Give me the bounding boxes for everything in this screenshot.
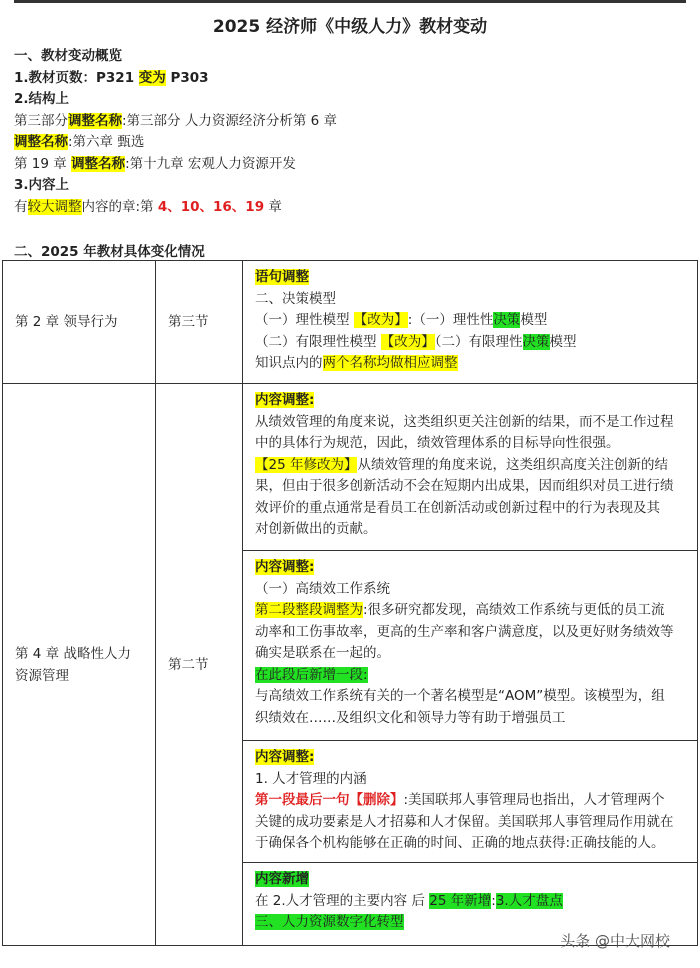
text-segment: 第一段最后一句【删除】 <box>255 792 404 808</box>
text-segment: 【改为】 <box>353 312 408 328</box>
text-line <box>255 353 687 375</box>
text-segment: 3.人才盘点 <box>495 892 563 909</box>
text-segment: 2.结构上 <box>14 91 70 107</box>
text-segment: 调整名称 <box>14 134 68 150</box>
text-segment: 【25 年修改为】 <box>255 456 358 473</box>
text-line <box>255 747 687 769</box>
text-line <box>255 455 687 477</box>
text-segment: 决策 <box>493 312 521 328</box>
text-segment: 于确保各个机构能够在正确的时间、正确的地点获得:正确技能的人。 <box>255 835 665 851</box>
text-line <box>255 332 687 354</box>
chapter-cell <box>3 384 156 946</box>
text-line <box>14 132 337 154</box>
text-segment: 变为 <box>138 69 166 86</box>
text-segment: 决策 <box>522 333 550 350</box>
text-segment: 两个名称均做相应调整 <box>322 355 458 371</box>
table-row <box>3 384 698 551</box>
text-segment: 语句调整 <box>255 269 309 285</box>
text-segment: 内容的章:第 <box>81 198 158 215</box>
section2-heading: 二、2025 年教材具体变化情况 <box>14 244 205 260</box>
text-line <box>14 154 337 176</box>
overview-heading: 一、教材变动概览 <box>14 48 122 64</box>
text-line <box>255 708 687 730</box>
text-segment: （二）有限理性 <box>434 333 523 350</box>
text-line <box>14 89 337 111</box>
chapter-cell-text: 第 4 章 战略性人力资源管理 <box>15 645 131 684</box>
text-line <box>255 769 687 791</box>
text-segment: :第三部分 人力资源经济分析第 6 章 <box>122 112 338 129</box>
text-segment: 【改为】 <box>380 333 435 350</box>
text-segment: （二）有限理性模型 <box>255 333 381 350</box>
text-segment: 中的具体行为规范，因此，绩效管理体系的目标导向性很强。 <box>255 435 620 451</box>
text-segment: 对创新做出的贡献。 <box>255 521 377 537</box>
text-line <box>255 869 687 891</box>
text-line <box>255 557 687 579</box>
text-segment: 果，但由于很多创新活动不会在短期内出成果，因而组织对员工进行绩 <box>255 478 674 494</box>
text-line <box>14 197 337 219</box>
text-segment: 与高绩效工作系统有关的一个著名模型是“AOM”模型。该模型为，组 <box>255 688 665 704</box>
text-line <box>14 111 337 133</box>
text-segment: 织绩效在……及组织文化和领导力等有助于增强员工 <box>255 709 566 726</box>
text-line <box>255 665 687 687</box>
text-segment: 第三部分 <box>14 112 68 129</box>
text-segment: :（一）理性性 <box>407 312 494 328</box>
text-segment: 在此段后新增一段: <box>255 666 368 683</box>
text-line <box>255 622 687 644</box>
watermark-footer: 头条 @中大网校 <box>560 932 670 950</box>
text-line <box>255 289 687 311</box>
text-segment: 模型 <box>549 333 577 350</box>
text-segment: 章 <box>264 198 282 215</box>
text-line <box>255 310 687 332</box>
text-segment: 内容调整: <box>255 392 315 408</box>
text-segment: 在 2.人才管理的主要内容 后 <box>255 892 430 909</box>
text-line <box>255 267 687 289</box>
text-segment: 4、10、16、19 <box>157 198 265 215</box>
section-cell <box>156 261 243 384</box>
text-line <box>255 686 687 708</box>
text-segment: : <box>491 892 496 909</box>
overview-section <box>14 46 337 218</box>
text-segment: 关键的成功要素是人才招募和人才保留。美国联邦人事管理局作用就在 <box>255 813 674 830</box>
text-segment: 25 年新增 <box>429 892 492 909</box>
text-line <box>255 790 687 812</box>
text-segment: 动率和工伤事故率，更高的生产率和客户满意度，以及更好财务绩效等 <box>255 623 674 640</box>
text-segment: 内容调整: <box>255 749 315 765</box>
text-segment: :美国联邦人事管理局也指出，人才管理两个 <box>403 792 665 808</box>
section-cell-text: 第二节 <box>168 656 209 673</box>
text-line <box>14 175 337 197</box>
text-segment: 调整名称 <box>68 112 122 129</box>
text-segment: 二、决策模型 <box>255 290 336 307</box>
text-segment: （一）理性模型 <box>255 312 354 328</box>
change-detail-cell <box>243 551 698 741</box>
section-cell <box>156 384 243 946</box>
chapter-cell-text: 第 2 章 领导行为 <box>15 314 118 330</box>
text-line <box>255 519 687 541</box>
text-segment: 内容新增 <box>255 871 309 887</box>
text-line <box>255 476 687 498</box>
changes-table <box>2 260 698 946</box>
change-detail-cell <box>243 741 698 863</box>
text-segment: 内容调整: <box>255 559 315 575</box>
text-line <box>255 833 687 855</box>
section-cell-text: 第三节 <box>168 314 209 330</box>
change-detail-cell <box>243 384 698 551</box>
top-rule <box>14 0 686 3</box>
text-line <box>255 412 687 434</box>
text-segment: 第 19 章 <box>14 155 72 172</box>
text-line <box>255 812 687 834</box>
page-title: 2025 经济师《中级人力》教材变动 <box>212 17 488 37</box>
text-segment: P303 <box>165 69 209 86</box>
text-segment: 1. 人才管理的内涵 <box>255 770 367 787</box>
chapter-cell <box>3 261 156 384</box>
text-line <box>255 433 687 455</box>
text-segment: 3.内容上 <box>14 177 70 193</box>
text-segment: 调整名称 <box>71 155 126 172</box>
text-segment: 知识点内的 <box>255 355 323 371</box>
text-line <box>14 68 337 90</box>
text-segment: 较大调整 <box>27 198 82 215</box>
text-line <box>255 390 687 412</box>
text-segment: （一）高绩效工作系统 <box>255 580 390 597</box>
text-segment: :第十九章 宏观人力资源开发 <box>125 155 296 172</box>
text-segment: 效评价的重点通常是看员工在创新活动或创新过程中的行为表现及其 <box>255 499 660 516</box>
text-segment: 三、人力资源数字化转型 <box>255 914 404 930</box>
text-segment: :很多研究都发现，高绩效工作系统与更低的员工流 <box>363 602 665 618</box>
text-segment: 模型 <box>520 312 548 328</box>
text-line <box>255 498 687 520</box>
text-segment: 第二段整段调整为 <box>255 602 363 618</box>
text-line <box>255 891 687 913</box>
text-line <box>255 600 687 622</box>
text-segment: 从绩效管理的角度来说，这类组织高度关注创新的结 <box>357 456 668 473</box>
text-line <box>255 579 687 601</box>
text-segment: 有 <box>14 198 28 215</box>
text-segment: 1.教材页数：P321 <box>14 69 139 86</box>
text-segment: 确实是联系在一起的。 <box>255 645 390 661</box>
text-segment: :第六章 甄选 <box>68 134 145 150</box>
text-segment: 从绩效管理的角度来说，这类组织更关注创新的结果，而不是工作过程 <box>255 413 674 430</box>
change-detail-cell <box>243 261 698 384</box>
text-line <box>255 643 687 665</box>
table-row <box>3 261 698 384</box>
